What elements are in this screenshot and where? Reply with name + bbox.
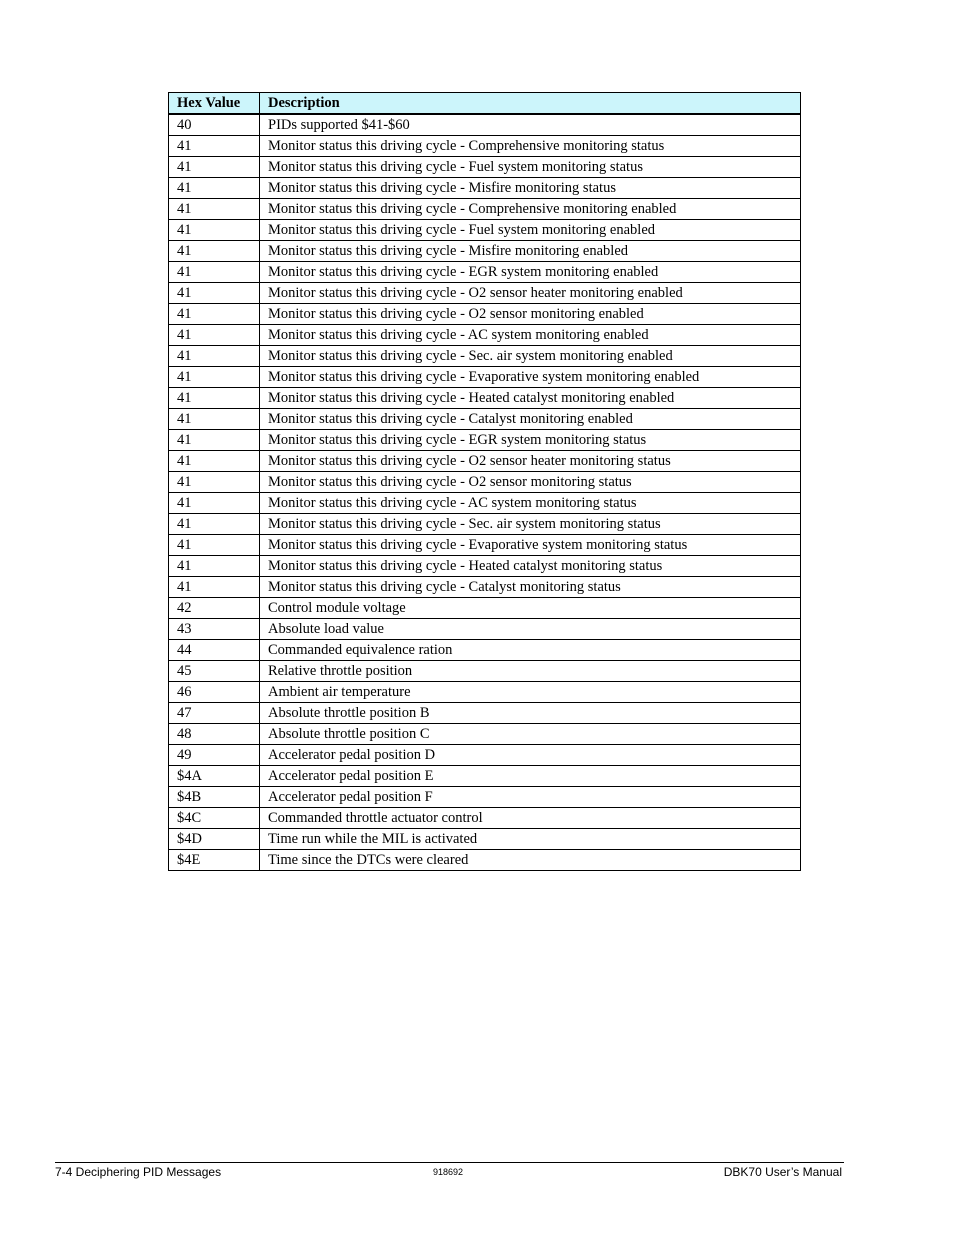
description-cell: Relative throttle position [260,661,801,682]
hex-value-cell: $4A [169,766,260,787]
hex-value-cell: 43 [169,619,260,640]
table-row [169,556,801,577]
hex-value-cell: 41 [169,346,260,367]
description-cell: Absolute load value [260,619,801,640]
description-cell: Monitor status this driving cycle - Comprehensive monitoring enabled [260,199,801,220]
hex-value-cell: 46 [169,682,260,703]
hex-value-cell: 41 [169,241,260,262]
description-cell: Monitor status this driving cycle - EGR system monitoring status [260,430,801,451]
table-row [169,451,801,472]
hex-value-cell: 41 [169,283,260,304]
description-cell: Time run while the MIL is activated [260,829,801,850]
table-row [169,808,801,829]
hex-value-cell: 42 [169,598,260,619]
description-cell: Monitor status this driving cycle - Sec. air system monitoring enabled [260,346,801,367]
hex-value-cell: 41 [169,325,260,346]
hex-value-cell: 41 [169,262,260,283]
table-row [169,598,801,619]
table-row [169,535,801,556]
table-row [169,346,801,367]
hex-value-cell: 41 [169,388,260,409]
hex-value-cell: 41 [169,493,260,514]
hex-value-cell: 44 [169,640,260,661]
description-cell: Absolute throttle position B [260,703,801,724]
table-row [169,367,801,388]
hex-value-cell: $4D [169,829,260,850]
header-description: Description [260,93,801,115]
hex-value-cell: 41 [169,304,260,325]
hex-value-cell: 49 [169,745,260,766]
hex-value-cell: 41 [169,577,260,598]
table-row [169,493,801,514]
hex-value-cell: $4C [169,808,260,829]
description-cell: Monitor status this driving cycle - Misfire monitoring enabled [260,241,801,262]
page-footer [55,1162,844,1183]
table-row [169,640,801,661]
description-cell: Monitor status this driving cycle - AC system monitoring enabled [260,325,801,346]
footer-manual-title: DBK70 User’s Manual [723,1165,842,1179]
hex-value-cell: 41 [169,535,260,556]
hex-value-cell: 48 [169,724,260,745]
table-row [169,430,801,451]
description-cell: Commanded equivalence ration [260,640,801,661]
description-cell: Monitor status this driving cycle - Comprehensive monitoring status [260,136,801,157]
hex-value-cell: $4E [169,850,260,871]
table-row [169,829,801,850]
description-cell: Monitor status this driving cycle - Misfire monitoring status [260,178,801,199]
footer-doc-number: 918692 [433,1167,464,1177]
hex-value-cell: 41 [169,157,260,178]
description-cell: Monitor status this driving cycle - EGR system monitoring enabled [260,262,801,283]
table-row [169,114,801,136]
table-row [169,304,801,325]
description-cell: Time since the DTCs were cleared [260,850,801,871]
hex-value-cell: 41 [169,367,260,388]
hex-value-cell: 41 [169,136,260,157]
description-cell: Monitor status this driving cycle - Heated catalyst monitoring status [260,556,801,577]
description-cell: Control module voltage [260,598,801,619]
table-row [169,787,801,808]
description-cell: Monitor status this driving cycle - O2 sensor monitoring status [260,472,801,493]
table-row [169,703,801,724]
table-row [169,682,801,703]
table-row [169,388,801,409]
hex-value-cell: 41 [169,430,260,451]
table-row [169,766,801,787]
description-cell: Monitor status this driving cycle - Evaporative system monitoring status [260,535,801,556]
hex-value-cell: 41 [169,199,260,220]
description-cell: Monitor status this driving cycle - Evaporative system monitoring enabled [260,367,801,388]
table-body [169,114,801,871]
description-cell: Accelerator pedal position E [260,766,801,787]
table-row [169,157,801,178]
description-cell: Monitor status this driving cycle - Catalyst monitoring status [260,577,801,598]
table-row [169,724,801,745]
table-row [169,472,801,493]
table-header-row [169,93,801,115]
pid-table [168,92,801,871]
table-row [169,178,801,199]
description-cell: Accelerator pedal position D [260,745,801,766]
description-cell: Monitor status this driving cycle - O2 sensor monitoring enabled [260,304,801,325]
hex-value-cell: 41 [169,220,260,241]
description-cell: Monitor status this driving cycle - Sec. air system monitoring status [260,514,801,535]
hex-value-cell: 45 [169,661,260,682]
table-row [169,325,801,346]
table-row [169,220,801,241]
description-cell: Monitor status this driving cycle - O2 sensor heater monitoring status [260,451,801,472]
table-row [169,199,801,220]
description-cell: Monitor status this driving cycle - AC system monitoring status [260,493,801,514]
description-cell: Monitor status this driving cycle - Fuel system monitoring enabled [260,220,801,241]
description-cell: Ambient air temperature [260,682,801,703]
table-row [169,850,801,871]
table-row [169,283,801,304]
hex-value-cell: $4B [169,787,260,808]
hex-value-cell: 41 [169,409,260,430]
hex-value-cell: 41 [169,178,260,199]
hex-value-cell: 40 [169,114,260,136]
hex-value-cell: 41 [169,451,260,472]
table-row [169,577,801,598]
table-row [169,514,801,535]
description-cell: Monitor status this driving cycle - Catalyst monitoring enabled [260,409,801,430]
header-hex-value: Hex Value [169,93,260,115]
table-row [169,241,801,262]
table-row [169,409,801,430]
description-cell: Monitor status this driving cycle - Heated catalyst monitoring enabled [260,388,801,409]
table-row [169,262,801,283]
description-cell: Commanded throttle actuator control [260,808,801,829]
description-cell: Monitor status this driving cycle - Fuel system monitoring status [260,157,801,178]
hex-value-cell: 41 [169,556,260,577]
hex-value-cell: 41 [169,514,260,535]
hex-value-cell: 41 [169,472,260,493]
description-cell: Accelerator pedal position F [260,787,801,808]
table-row [169,745,801,766]
hex-value-cell: 47 [169,703,260,724]
description-cell: Absolute throttle position C [260,724,801,745]
table-row [169,136,801,157]
table-row [169,619,801,640]
table-row [169,661,801,682]
description-cell: Monitor status this driving cycle - O2 sensor heater monitoring enabled [260,283,801,304]
description-cell: PIDs supported $41-$60 [260,114,801,136]
footer-section-title: 7-4 Deciphering PID Messages [55,1165,222,1179]
